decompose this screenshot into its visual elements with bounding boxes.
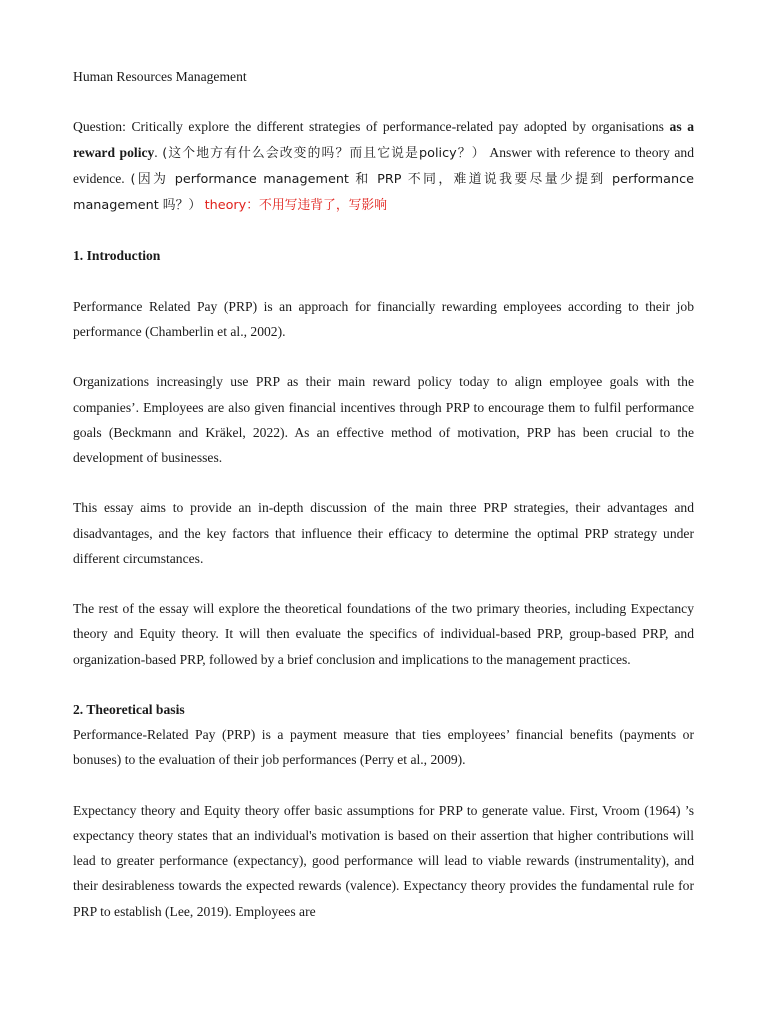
section-1-paragraph-2: Organizations increasingly use PRP as their main reward policy today to align employee goals with the companies’. Employees are also given financial incentives through PRP to encourage them to fulfil performance goals (Beckmann and Kräkel, 2022). As an effective method of motivation, PRP has been crucial to the development of businesses.: [73, 374, 694, 465]
section-2-paragraph-1: Performance-Related Pay (PRP) is a payment measure that ties employees’ financial benefits (payments or bonuses) to the evaluation of their job performances (Perry et al., 2009).: [73, 727, 694, 768]
section-1-paragraph-3: This essay aims to provide an in-depth discussion of the main three PRP strategies, their advantages and disadvantages, and the key factors that influence their efficacy to determine the optimal PRP strategy under different circumstances.: [73, 500, 694, 566]
document-header: Human Resources Management: [73, 69, 247, 84]
question-paragraph: [73, 114, 694, 218]
document-body: [73, 64, 694, 924]
translator-note-1: (这个地方有什么会改变的吗？而且它说是policy？）: [162, 145, 486, 161]
question-middle: Answer with reference to theory and evidence.: [73, 144, 694, 186]
section-2-heading: 2. Theoretical basis: [73, 701, 185, 717]
section-1-paragraph-4: The rest of the essay will explore the theoretical foundations of the two primary theories, including Expectancy theory and Equity theory. It will then evaluate the specifics of individual-based PRP, group-based PRP, and organization-based PRP, followed by a brief conclusion and implications to the management practices.: [73, 601, 694, 667]
section-1-heading: 1. Introduction: [73, 248, 161, 264]
red-annotation: theory：不用写违背了，写影响: [204, 198, 388, 213]
question-prefix: Question: Critically explore the different strategies of performance-related pay adopted by organisations: [73, 119, 670, 135]
question-after-emphasis: .: [154, 144, 163, 160]
section-1-paragraph-1: Performance Related Pay (PRP) is an approach for financially rewarding employees according to their job performance (Chamberlin et al., 2002).: [73, 298, 694, 339]
section-2-paragraph-2: Expectancy theory and Equity theory offer basic assumptions for PRP to generate value. First, Vroom (1964) ’s expectancy theory states that an individual's motivation is based on their assertion that higher contributions will lead to greater performance (expectancy), good performance will lead to viable rewards (instrumentality), and their desirableness towards the expected rewards (valence). Expectancy theory provides the fundamental rule for PRP to establish (Lee, 2019). Employees are: [73, 802, 694, 919]
question-emphasis: as a reward policy: [73, 119, 694, 160]
translator-note-2: (因为 performance management 和 PRP 不同，难道说我要尽量少提到 performance management 吗？）: [73, 171, 694, 213]
